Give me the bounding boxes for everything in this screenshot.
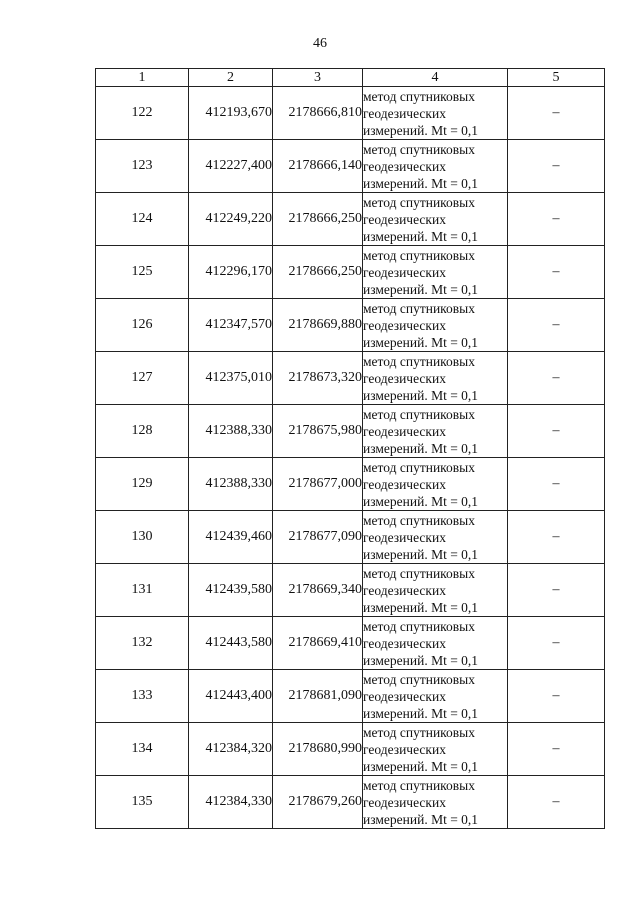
method-line: измерений. Mt = 0,1: [363, 281, 479, 297]
method-line: геодезических: [363, 211, 446, 227]
method-line: геодезических: [363, 370, 446, 386]
method-line: измерений. Mt = 0,1: [363, 175, 479, 191]
table-row: [96, 617, 605, 670]
method-cell: [363, 87, 508, 140]
method-cell: [363, 723, 508, 776]
method-line: геодезических: [363, 158, 446, 174]
note-cell: –: [508, 193, 605, 246]
table-row: [96, 140, 605, 193]
method-line: измерений. Mt = 0,1: [363, 652, 479, 668]
method-line: геодезических: [363, 317, 446, 333]
method-line: метод спутниковых: [363, 141, 475, 157]
method-cell: [363, 405, 508, 458]
coordinates-table: [95, 68, 605, 829]
point-number-cell: 129: [96, 458, 189, 511]
coordinate-x-cell: 412439,460: [189, 511, 273, 564]
method-line: измерений. Mt = 0,1: [363, 334, 479, 350]
note-cell: –: [508, 299, 605, 352]
table-row: [96, 458, 605, 511]
coordinate-y-cell: 2178677,090: [273, 511, 363, 564]
table-body: [96, 87, 605, 829]
method-cell: [363, 458, 508, 511]
point-number-cell: 132: [96, 617, 189, 670]
method-cell: [363, 564, 508, 617]
point-number-cell: 126: [96, 299, 189, 352]
note-cell: –: [508, 140, 605, 193]
method-line: метод спутниковых: [363, 406, 475, 422]
method-line: метод спутниковых: [363, 353, 475, 369]
coordinate-x-cell: 412443,580: [189, 617, 273, 670]
coordinate-y-cell: 2178666,140: [273, 140, 363, 193]
coordinate-x-cell: 412193,670: [189, 87, 273, 140]
table-row: [96, 776, 605, 829]
method-line: геодезических: [363, 794, 446, 810]
method-cell: [363, 140, 508, 193]
method-line: измерений. Mt = 0,1: [363, 546, 479, 562]
table-row: [96, 299, 605, 352]
method-line: геодезических: [363, 688, 446, 704]
coordinate-x-cell: 412388,330: [189, 405, 273, 458]
coordinate-x-cell: 412249,220: [189, 193, 273, 246]
method-cell: [363, 617, 508, 670]
point-number-cell: 125: [96, 246, 189, 299]
method-line: метод спутниковых: [363, 565, 475, 581]
method-line: измерений. Mt = 0,1: [363, 705, 479, 721]
note-cell: –: [508, 564, 605, 617]
note-cell: –: [508, 776, 605, 829]
method-cell: [363, 670, 508, 723]
method-line: геодезических: [363, 635, 446, 651]
coordinate-y-cell: 2178666,810: [273, 87, 363, 140]
method-line: измерений. Mt = 0,1: [363, 493, 479, 509]
coordinate-y-cell: 2178666,250: [273, 193, 363, 246]
method-line: метод спутниковых: [363, 300, 475, 316]
coordinate-y-cell: 2178679,260: [273, 776, 363, 829]
method-line: метод спутниковых: [363, 724, 475, 740]
table-row: [96, 564, 605, 617]
coordinate-x-cell: 412388,330: [189, 458, 273, 511]
table-row: [96, 193, 605, 246]
method-line: измерений. Mt = 0,1: [363, 811, 479, 827]
coordinate-x-cell: 412439,580: [189, 564, 273, 617]
coordinate-y-cell: 2178669,880: [273, 299, 363, 352]
method-line: метод спутниковых: [363, 247, 475, 263]
page-number: 46: [313, 36, 327, 51]
note-cell: –: [508, 458, 605, 511]
coordinate-x-cell: 412384,320: [189, 723, 273, 776]
point-number-cell: 128: [96, 405, 189, 458]
method-line: метод спутниковых: [363, 618, 475, 634]
method-line: измерений. Mt = 0,1: [363, 228, 479, 244]
point-number-cell: 133: [96, 670, 189, 723]
method-cell: [363, 776, 508, 829]
method-cell: [363, 299, 508, 352]
method-cell: [363, 511, 508, 564]
table-row: [96, 405, 605, 458]
point-number-cell: 124: [96, 193, 189, 246]
method-line: геодезических: [363, 582, 446, 598]
coordinate-y-cell: 2178666,250: [273, 246, 363, 299]
method-line: геодезических: [363, 105, 446, 121]
method-line: измерений. Mt = 0,1: [363, 387, 479, 403]
coordinate-y-cell: 2178675,980: [273, 405, 363, 458]
method-line: метод спутниковых: [363, 512, 475, 528]
header-col-1: 1: [96, 69, 189, 87]
note-cell: –: [508, 405, 605, 458]
header-col-2: 2: [189, 69, 273, 87]
point-number-cell: 134: [96, 723, 189, 776]
table-header-row: [96, 69, 605, 87]
coordinate-x-cell: 412443,400: [189, 670, 273, 723]
note-cell: –: [508, 246, 605, 299]
method-cell: [363, 193, 508, 246]
method-line: геодезических: [363, 529, 446, 545]
point-number-cell: 131: [96, 564, 189, 617]
point-number-cell: 130: [96, 511, 189, 564]
coordinate-x-cell: 412384,330: [189, 776, 273, 829]
table-row: [96, 246, 605, 299]
coordinate-y-cell: 2178669,410: [273, 617, 363, 670]
coordinate-y-cell: 2178681,090: [273, 670, 363, 723]
method-line: измерений. Mt = 0,1: [363, 758, 479, 774]
method-line: геодезических: [363, 423, 446, 439]
note-cell: –: [508, 352, 605, 405]
table-row: [96, 670, 605, 723]
point-number-cell: 122: [96, 87, 189, 140]
method-cell: [363, 246, 508, 299]
method-line: измерений. Mt = 0,1: [363, 599, 479, 615]
method-line: метод спутниковых: [363, 194, 475, 210]
method-line: метод спутниковых: [363, 459, 475, 475]
method-line: метод спутниковых: [363, 671, 475, 687]
coordinate-y-cell: 2178669,340: [273, 564, 363, 617]
point-number-cell: 127: [96, 352, 189, 405]
coordinate-y-cell: 2178677,000: [273, 458, 363, 511]
coordinate-y-cell: 2178680,990: [273, 723, 363, 776]
method-cell: [363, 352, 508, 405]
table-row: [96, 352, 605, 405]
method-line: метод спутниковых: [363, 88, 475, 104]
note-cell: –: [508, 617, 605, 670]
method-line: измерений. Mt = 0,1: [363, 122, 479, 138]
point-number-cell: 123: [96, 140, 189, 193]
note-cell: –: [508, 670, 605, 723]
method-line: измерений. Mt = 0,1: [363, 440, 479, 456]
table-row: [96, 723, 605, 776]
coordinate-y-cell: 2178673,320: [273, 352, 363, 405]
point-number-cell: 135: [96, 776, 189, 829]
header-col-3: 3: [273, 69, 363, 87]
table-row: [96, 87, 605, 140]
method-line: метод спутниковых: [363, 777, 475, 793]
coordinate-x-cell: 412227,400: [189, 140, 273, 193]
coordinate-x-cell: 412375,010: [189, 352, 273, 405]
method-line: геодезических: [363, 741, 446, 757]
method-line: геодезических: [363, 264, 446, 280]
header-col-4: 4: [363, 69, 508, 87]
note-cell: –: [508, 723, 605, 776]
note-cell: –: [508, 511, 605, 564]
note-cell: –: [508, 87, 605, 140]
coordinate-x-cell: 412347,570: [189, 299, 273, 352]
method-line: геодезических: [363, 476, 446, 492]
header-col-5: 5: [508, 69, 605, 87]
coordinate-x-cell: 412296,170: [189, 246, 273, 299]
table-row: [96, 511, 605, 564]
